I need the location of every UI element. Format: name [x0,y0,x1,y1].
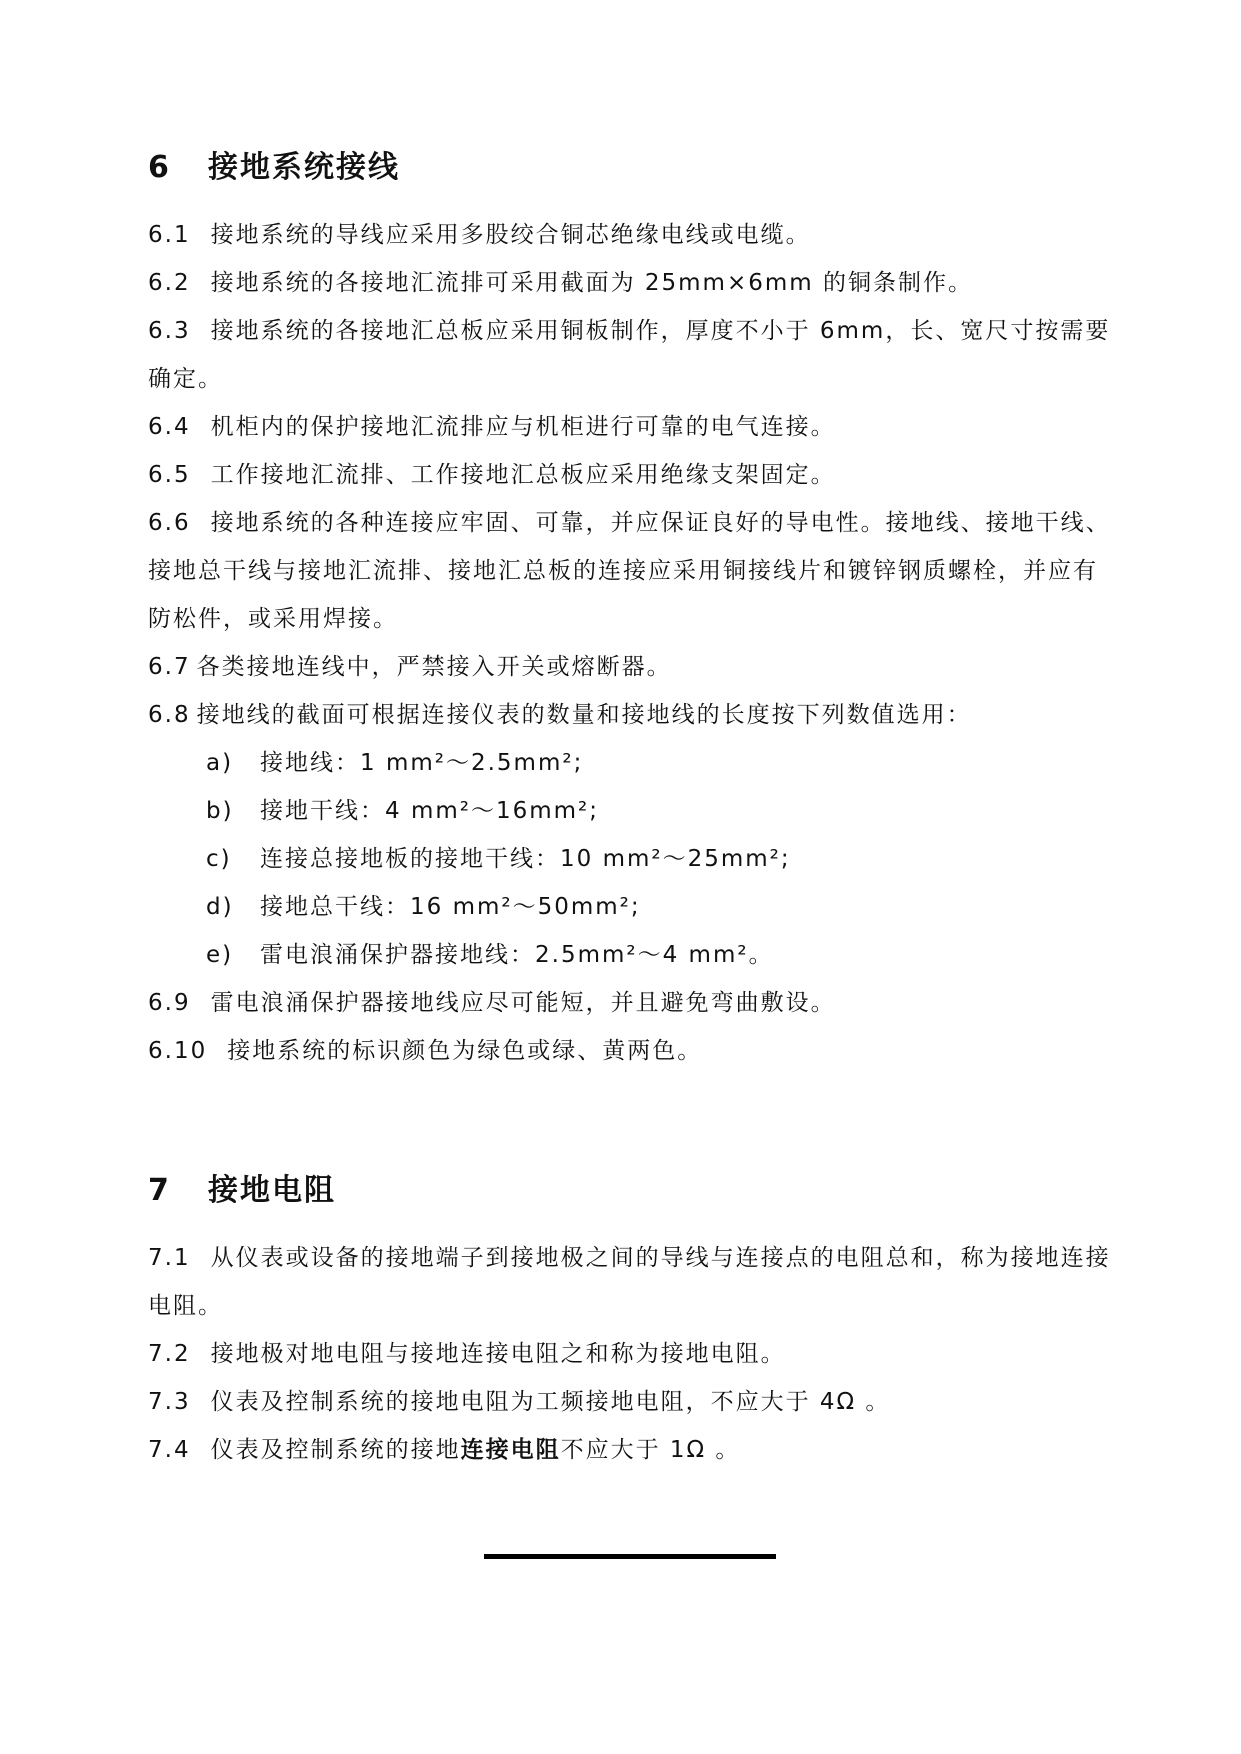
section-7-heading [148,1171,1118,1211]
clause-number: 6.6 [148,510,191,536]
item-text: 接地总干线：16 mm²～50mm²; [260,894,641,920]
clause-6-10 [148,1027,1118,1075]
item-label: a) [206,750,234,776]
end-rule-divider [484,1554,776,1559]
clause-text: 接地极对地电阻与接地连接电阻之和称为接地电阻。 [210,1341,786,1367]
clause-6-9 [148,979,1118,1027]
clause-number: 6.8 [148,702,191,728]
list-item-c [206,835,1118,883]
section-title-text: 接地系统接线 [208,150,400,185]
clause-7-2 [148,1330,1118,1378]
section-6-heading [148,148,1118,188]
clause-6-8 [148,691,1118,739]
clause-6-1 [148,211,1118,259]
clause-6-4 [148,403,1118,451]
section-title-text: 接地电阻 [208,1173,336,1208]
clause-number: 6.2 [148,270,191,296]
list-item-e [206,931,1118,979]
clause-text: 接地系统的各接地汇流排可采用截面为 25mm×6mm 的铜条制作。 [210,270,973,296]
clause-number: 6.1 [148,222,191,248]
clause-text: 仪表及控制系统的接地电阻为工频接地电阻，不应大于 4Ω 。 [210,1389,891,1415]
clause-number: 7.3 [148,1389,191,1415]
clause-7-1 [148,1234,1118,1330]
clause-6-6 [148,499,1118,643]
clause-number: 6.9 [148,990,191,1016]
clause-7-4 [148,1426,1118,1474]
clause-6-5 [148,451,1118,499]
clause-7-3 [148,1378,1118,1426]
clause-6-2 [148,259,1118,307]
clause-text-bold: 连接电阻 [460,1437,561,1463]
item-text: 连接总接地板的接地干线：10 mm²～25mm²; [260,846,791,872]
item-label: b) [206,798,234,824]
document-page [148,148,1118,1474]
clause-number: 7.2 [148,1341,191,1367]
item-text: 接地干线：4 mm²～16mm²; [260,798,600,824]
clause-number: 7.4 [148,1437,191,1463]
clause-text: 机柜内的保护接地汇流排应与机柜进行可靠的电气连接。 [210,414,836,440]
list-item-b [206,787,1118,835]
section-number: 6 [148,150,171,185]
clause-6-3 [148,307,1118,403]
clause-text-after: 不应大于 1Ω 。 [560,1437,741,1463]
clause-text: 接地系统的各种连接应牢固、可靠，并应保证良好的导电性。接地线、接地干线、接地总干线与接地汇流排、接地汇总板的连接应采用铜接线片和镀锌钢质螺栓，并应有防松件，或采用焊接。 [148,510,1111,632]
clause-number: 7.1 [148,1245,191,1271]
clause-text-before: 仪表及控制系统的接地 [210,1437,461,1463]
clause-text: 雷电浪涌保护器接地线应尽可能短，并且避免弯曲敷设。 [210,990,836,1016]
clause-number: 6.5 [148,462,191,488]
clause-6-7 [148,643,1118,691]
clause-number: 6.7 [148,654,191,680]
item-text: 接地线：1 mm²～2.5mm²; [260,750,584,776]
list-item-d [206,883,1118,931]
clause-number: 6.3 [148,318,191,344]
item-label: c) [206,846,232,872]
list-item-a [206,739,1118,787]
clause-text: 从仪表或设备的接地端子到接地极之间的导线与连接点的电阻总和，称为接地连接电阻。 [148,1245,1111,1319]
section-number: 7 [148,1173,171,1208]
clause-text: 接地线的截面可根据连接仪表的数量和接地线的长度按下列数值选用： [196,702,972,728]
clause-number: 6.4 [148,414,191,440]
clause-text: 接地系统的导线应采用多股绞合铜芯绝缘电线或电缆。 [210,222,811,248]
clause-text: 各类接地连线中，严禁接入开关或熔断器。 [196,654,672,680]
clause-text: 工作接地汇流排、工作接地汇总板应采用绝缘支架固定。 [210,462,836,488]
clause-number: 6.10 [148,1038,208,1064]
clause-text: 接地系统的标识颜色为绿色或绿、黄两色。 [227,1038,703,1064]
item-text: 雷电浪涌保护器接地线：2.5mm²～4 mm²。 [260,942,774,968]
clause-text: 接地系统的各接地汇总板应采用铜板制作，厚度不小于 6mm，长、宽尺寸按需要确定。 [148,318,1111,392]
item-label: e) [206,942,234,968]
item-label: d) [206,894,234,920]
